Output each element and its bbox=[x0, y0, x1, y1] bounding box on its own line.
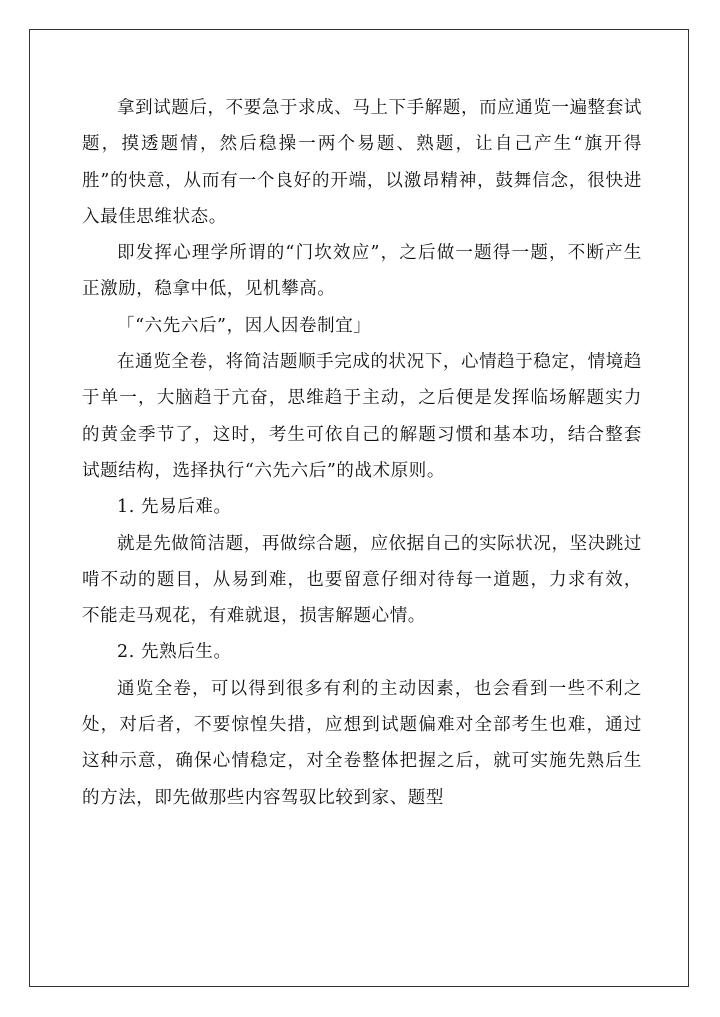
paragraph: 拿到试题后，不要急于求成、马上下手解题，而应通览一遍整套试题，摸透题情，然后稳操一两个易题、熟题，让自己产生“旗开得胜”的快意，从而有一个良好的开端，以激昂精神，鼓舞信念，很快进入最佳思维状态。 bbox=[82, 98, 642, 227]
paragraph: 即发挥心理学所谓的“门坎效应”，之后做一题得一题，不断产生正激励，稳拿中低，见机攀高。 bbox=[82, 243, 642, 300]
paragraph: 就是先做简洁题，再做综合题，应依据自己的实际状况，坚决跳过啃不动的题目，从易到难，也要留意仔细对待每一道题，力求有效，不能走马观花，有难就退，损害解题心情。 bbox=[82, 533, 642, 627]
section-heading: 「“六先六后”，因人因卷制宜」 bbox=[117, 315, 372, 336]
list-heading: 2. 先熟后生。 bbox=[117, 642, 232, 663]
document-body bbox=[82, 90, 642, 816]
list-heading: 1. 先易后难。 bbox=[117, 497, 232, 518]
paragraph: 在通览全卷，将简洁题顺手完成的状况下，心情趋于稳定，情境趋于单一，大脑趋于亢奋，思维趋于主动，之后便是发挥临场解题实力的黄金季节了，这时，考生可依自己的解题习惯和基本功，结合整套试题结构，选择执行“六先六后”的战术原则。 bbox=[82, 352, 642, 481]
paragraph: 通览全卷，可以得到很多有利的主动因素，也会看到一些不利之处，对后者，不要惊惶失措，应想到试题偏难对全部考生也难，通过这种示意，确保心情稳定，对全卷整体把握之后，就可实施先熟后生的方法，即先做那些内容驾驭比较到家、题型 bbox=[82, 678, 642, 808]
